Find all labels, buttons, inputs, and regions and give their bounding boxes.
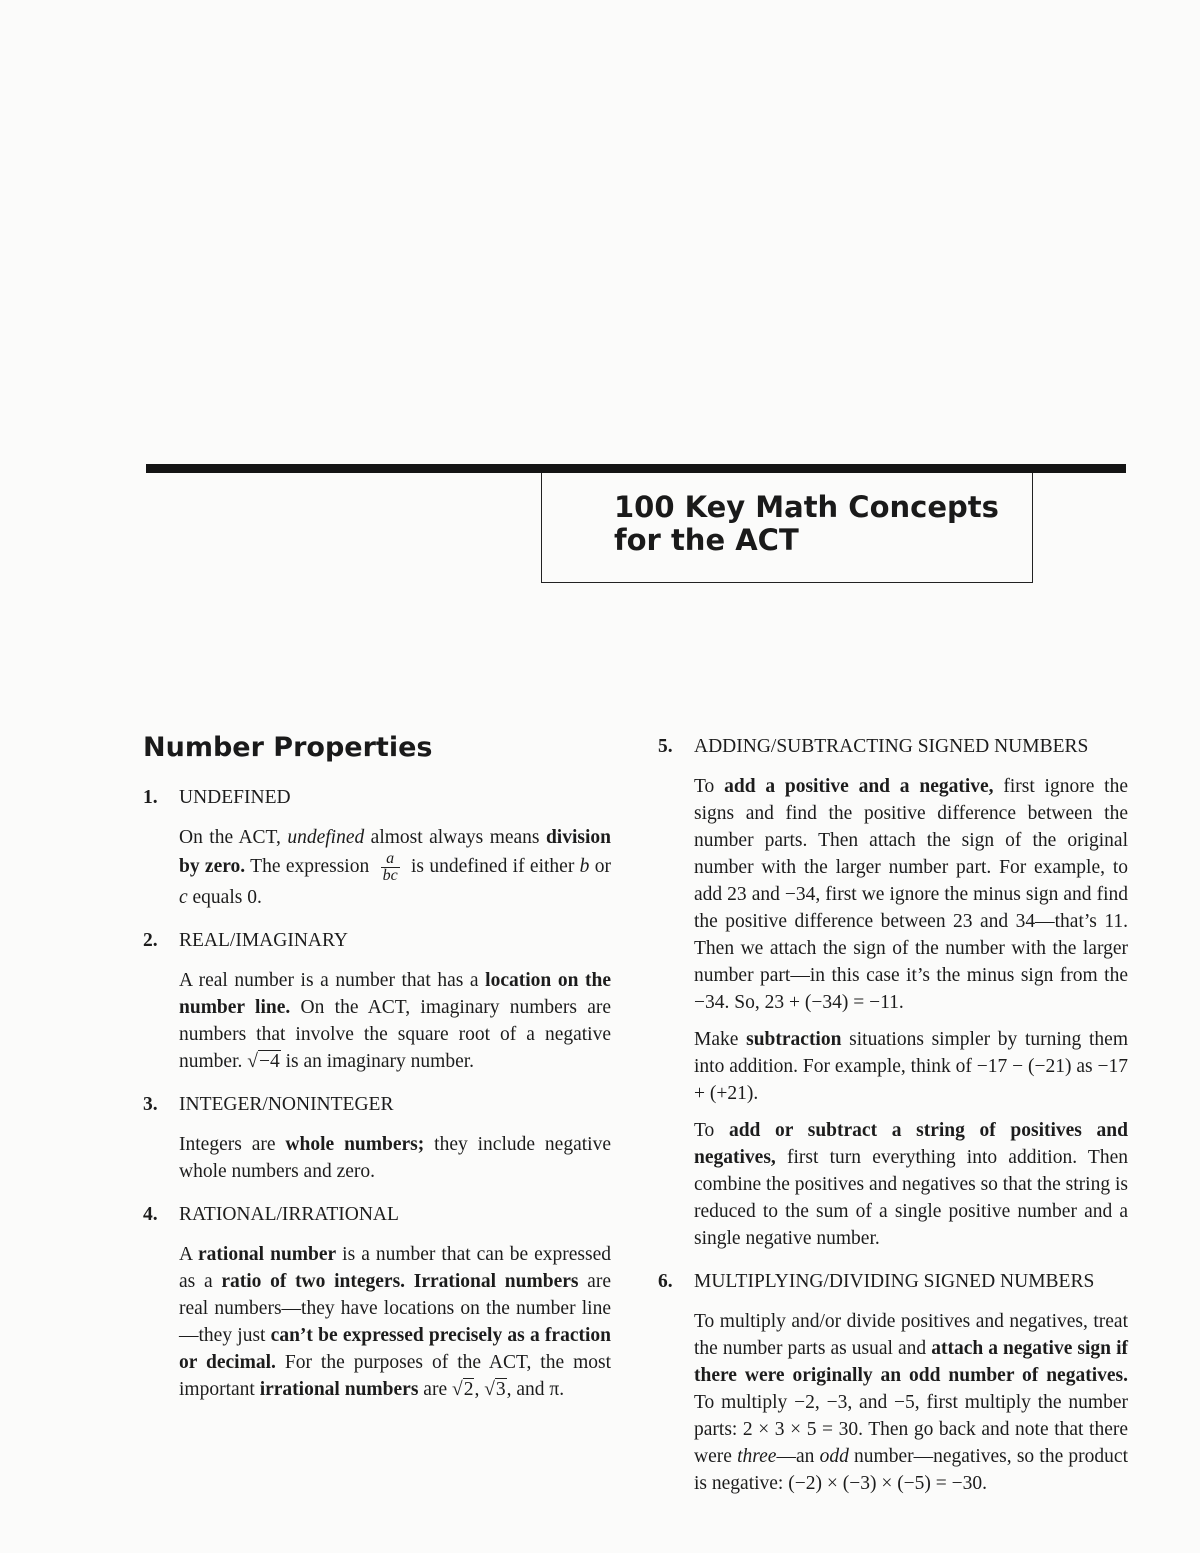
concept-title: RATIONAL/IRRATIONAL (179, 1204, 399, 1225)
square-root-symbol: √2 (451, 1379, 474, 1400)
concept-5 (658, 733, 1128, 1252)
square-root-symbol: √3 (484, 1379, 506, 1400)
concept-paragraph: Integers are whole numbers; they include negative whole numbers and zero. (179, 1134, 611, 1182)
concept-number: 2. (143, 930, 158, 951)
left-column (143, 728, 611, 1419)
concept-title: UNDEFINED (179, 787, 291, 808)
concept-4 (143, 1201, 611, 1403)
concept-heading (143, 1201, 611, 1228)
concept-number: 4. (143, 1204, 158, 1225)
concept-paragraph: A rational number is a number that can be expressed as a ratio of two integers. Irrational numbers are real numbers—they have locations on the number line—they just can’t be expressed precisely as a fraction or decimal. For the purposes of the ACT, the most important irrational numbers are √2, √3, and π. (179, 1244, 612, 1400)
concept-number: 6. (658, 1271, 673, 1292)
square-root-symbol: √−4 (247, 1051, 280, 1072)
chapter-title-line-1: 100 Key Math Concepts (614, 490, 999, 524)
chapter-title-box (541, 473, 1033, 583)
concept-heading (658, 733, 1128, 760)
fraction-a-over-bc: $\frac{a}{bc}$ (382, 850, 398, 884)
concept-title: ADDING/SUBTRACTING SIGNED NUMBERS (694, 736, 1089, 757)
concept-number: 3. (143, 1094, 158, 1115)
section-title: Number Properties (143, 732, 433, 763)
chapter-title-line-2: for the ACT (614, 523, 799, 557)
right-column (658, 733, 1128, 1513)
concept-1 (143, 784, 611, 911)
concept-title: MULTIPLYING/DIVIDING SIGNED NUMBERS (694, 1271, 1095, 1292)
concept-number: 5. (658, 736, 673, 757)
concept-heading (143, 784, 611, 811)
concept-paragraph: To add a positive and a negative, first ignore the signs and find the positive difference between the number parts. Then attach the sign of the original number with the larger number part. For example, to add 23 and −34, first we ignore the minus sign and find the positive difference between 23 and 34—that’s 11. Then we attach the sign of the number with the larger number part—in this case it’s the minus sign from the −34. So, 23 + (−34) = −11. (694, 776, 1128, 1013)
concept-title: REAL/IMAGINARY (179, 930, 348, 951)
concept-paragraph: On the ACT, undefined almost always means division by zero. The expression $\frac{a}{bc}$ is undefined if either b or c equals 0. (179, 827, 611, 908)
concept-paragraph: To add or subtract a string of positives and negatives, first turn everything into addition. Then combine the positives and negatives so that the string is reduced to the sum of a single positive number and a single negative number. (694, 1120, 1128, 1249)
concept-heading (143, 927, 611, 954)
concept-paragraph: A real number is a number that has a location on the number line. On the ACT, imaginary numbers are numbers that involve the square root of a negative number. √−4 is an imaginary number. (179, 970, 612, 1072)
concept-3 (143, 1091, 611, 1185)
concept-heading (658, 1268, 1128, 1295)
header-rule (146, 464, 1126, 473)
concept-paragraph: Make subtraction situations simpler by turning them into addition. For example, think of −17 − (−21) as −17 + (+21). (694, 1029, 1128, 1104)
concept-title: INTEGER/NONINTEGER (179, 1094, 394, 1115)
chapter-title (614, 491, 999, 557)
concept-paragraph: To multiply and/or divide positives and negatives, treat the number parts as usual and attach a negative sign if there were originally an odd number of negatives. To multiply −2, −3, and −5, first multiply the number parts: 2 × 3 × 5 = 30. Then go back and note that there were three—an odd number—negatives, so the product is negative: (−2) × (−3) × (−5) = −30. (694, 1311, 1129, 1494)
concept-2 (143, 927, 611, 1075)
concept-6 (658, 1268, 1128, 1497)
concept-number: 1. (143, 787, 158, 808)
concept-heading (143, 1091, 611, 1118)
